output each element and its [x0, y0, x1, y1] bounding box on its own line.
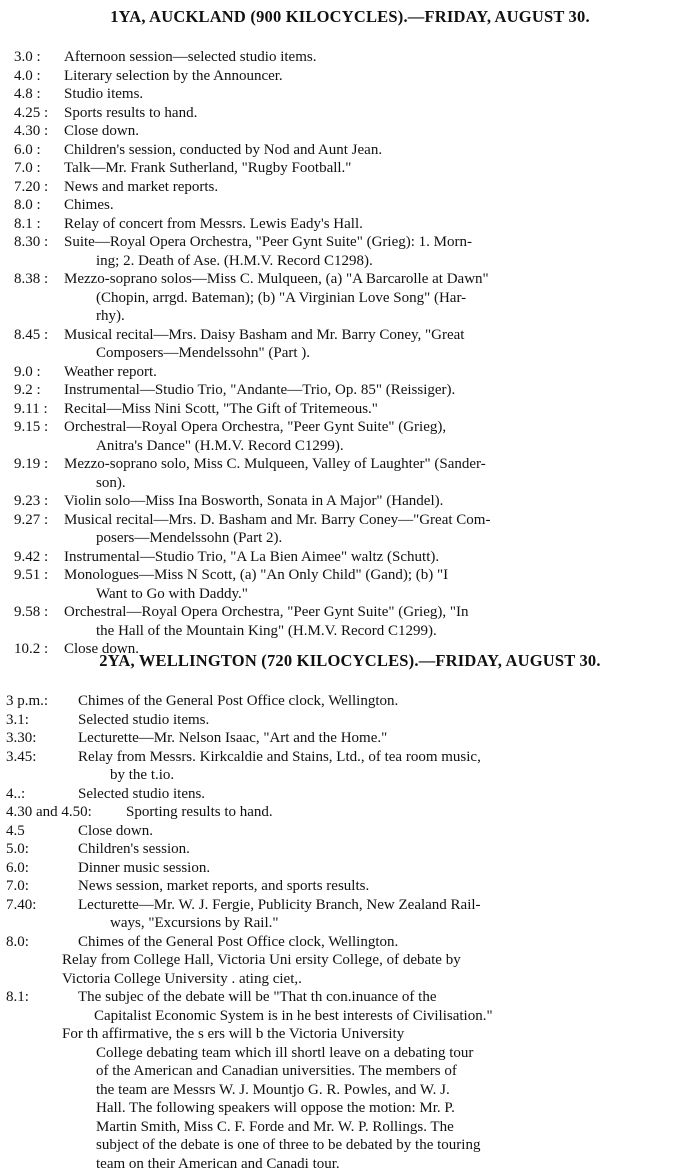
program-time: 7.20 :	[0, 178, 64, 197]
program-description	[64, 603, 682, 640]
paragraph-line: For th affirmative, the s ers will b the Victoria University	[62, 1025, 690, 1044]
program-row	[0, 840, 700, 859]
program-time: 3.1:	[0, 711, 78, 730]
program-description	[78, 933, 690, 952]
program-row	[0, 785, 700, 804]
program-description	[64, 455, 682, 492]
program-time: 8.0 :	[0, 196, 64, 215]
program-description	[78, 692, 690, 711]
description-line: Anitra's Dance" (H.M.V. Record C1299).	[64, 437, 682, 456]
program-description	[64, 270, 682, 326]
program-row	[0, 326, 700, 363]
program-row	[0, 748, 700, 785]
program-time: 5.0:	[0, 840, 78, 859]
program-row	[0, 729, 700, 748]
description-line: Relay of concert from Messrs. Lewis Eady's Hall.	[64, 215, 682, 234]
program-time: 4..:	[0, 785, 78, 804]
description-line: Recital—Miss Nini Scott, "The Gift of Tritemeous."	[64, 400, 682, 419]
description-line: (Chopin, arrgd. Bateman); (b) "A Virginian Love Song" (Har-	[64, 289, 682, 308]
paragraph-line: team on their American and Canadi tour.	[62, 1155, 690, 1173]
program-row	[0, 877, 700, 896]
program-time: 4.30 :	[0, 122, 64, 141]
description-line: the Hall of the Mountain King" (H.M.V. Record C1299).	[64, 622, 682, 641]
program-list	[0, 692, 700, 951]
program-time: 4.30 and 4.50:	[0, 803, 126, 822]
description-line: ing; 2. Death of Ase. (H.M.V. Record C1298).	[64, 252, 682, 271]
program-time: 6.0 :	[0, 141, 64, 160]
debate-paragraph	[0, 1025, 690, 1173]
description-line: Sports results to hand.	[64, 104, 682, 123]
description-line: News and market reports.	[64, 178, 682, 197]
program-row	[0, 418, 700, 455]
program-description	[78, 840, 690, 859]
program-time: 4.25 :	[0, 104, 64, 123]
program-description	[126, 803, 690, 822]
description-line: Talk—Mr. Frank Sutherland, "Rugby Football."	[64, 159, 682, 178]
program-time: 4.8 :	[0, 85, 64, 104]
program-time: 9.19 :	[0, 455, 64, 474]
program-description	[78, 711, 690, 730]
program-row	[0, 141, 700, 160]
program-time: 9.0 :	[0, 363, 64, 382]
paragraph-line: Hall. The following speakers will oppose the motion: Mr. P.	[62, 1099, 690, 1118]
paragraph-line: the team are Messrs W. J. Mountjo G. R. Powles, and W. J.	[62, 1081, 690, 1100]
program-description	[64, 178, 682, 197]
program-time: 3.30:	[0, 729, 78, 748]
description-line: Selected studio items.	[78, 711, 690, 730]
description-line: Children's session, conducted by Nod and Aunt Jean.	[64, 141, 682, 160]
program-description	[78, 729, 690, 748]
program-row	[0, 196, 700, 215]
program-row	[0, 400, 700, 419]
program-description	[78, 877, 690, 896]
paragraph-line: Martin Smith, Miss C. F. Forde and Mr. W. P. Rollings. The	[62, 1118, 690, 1137]
description-line: Studio items.	[64, 85, 682, 104]
program-time: 4.5	[0, 822, 78, 841]
program-description	[64, 511, 682, 548]
program-description	[64, 85, 682, 104]
description-line: Mezzo-soprano solo, Miss C. Mulqueen, Valley of Laughter" (Sander-	[64, 455, 682, 474]
program-row	[0, 363, 700, 382]
program-time: 8.1 :	[0, 215, 64, 234]
program-description	[64, 233, 682, 270]
program-time: 9.11 :	[0, 400, 64, 419]
program-row	[0, 933, 700, 952]
description-line: Weather report.	[64, 363, 682, 382]
description-line: Orchestral—Royal Opera Orchestra, "Peer Gynt Suite" (Grieg),	[64, 418, 682, 437]
program-row	[0, 104, 700, 123]
program-row	[0, 122, 700, 141]
program-row	[0, 67, 700, 86]
program-row	[0, 803, 700, 822]
description-line: Close down.	[78, 822, 690, 841]
description-line: Literary selection by the Announcer.	[64, 67, 682, 86]
program-description	[78, 822, 690, 841]
description-line: Close down.	[64, 640, 682, 659]
description-line: Violin solo—Miss Ina Bosworth, Sonata in A Major" (Handel).	[64, 492, 682, 511]
description-line: Monologues—Miss N Scott, (a) "An Only Child" (Gand); (b) "I	[64, 566, 682, 585]
description-line: posers—Mendelssohn (Part 2).	[64, 529, 682, 548]
description-line: Capitalist Economic System is in he best interests of Civilisation."	[78, 1007, 690, 1026]
description-line: ways, "Excursions by Rail."	[78, 914, 690, 933]
program-row	[0, 566, 700, 603]
program-description	[78, 785, 690, 804]
program-description	[78, 988, 690, 1025]
program-description	[64, 548, 682, 567]
program-description	[64, 418, 682, 455]
description-line: by the t.io.	[78, 766, 690, 785]
program-description	[64, 492, 682, 511]
paragraph-line: of the American and Canadian universities. The members of	[62, 1062, 690, 1081]
program-description	[64, 400, 682, 419]
program-time: 3.0 :	[0, 48, 64, 67]
program-row	[0, 511, 700, 548]
paragraph-line: subject of the debate is one of three to be debated by the touring	[62, 1136, 690, 1155]
description-line: Musical recital—Mrs. Daisy Basham and Mr. Barry Coney, "Great	[64, 326, 682, 345]
program-time: 8.0:	[0, 933, 78, 952]
program-row	[0, 455, 700, 492]
relay-line: Relay from College Hall, Victoria Uni ersity College, of debate by	[62, 951, 690, 970]
description-line: Lecturette—Mr. W. J. Fergie, Publicity Branch, New Zealand Rail-	[78, 896, 690, 915]
program-row	[0, 178, 700, 197]
program-time: 10.2 :	[0, 640, 64, 659]
paragraph-line: College debating team which ill shortl leave on a debating tour	[62, 1044, 690, 1063]
program-time: 9.27 :	[0, 511, 64, 530]
description-line: Suite—Royal Opera Orchestra, "Peer Gynt Suite" (Grieg): 1. Morn-	[64, 233, 682, 252]
program-time: 9.58 :	[0, 603, 64, 622]
description-line: Lecturette—Mr. Nelson Isaac, "Art and the Home."	[78, 729, 690, 748]
program-time: 9.42 :	[0, 548, 64, 567]
description-line: Close down.	[64, 122, 682, 141]
program-description	[64, 363, 682, 382]
program-time: 6.0:	[0, 859, 78, 878]
station-2ya-section	[0, 650, 700, 1173]
program-row	[0, 381, 700, 400]
program-description	[64, 159, 682, 178]
program-description	[64, 67, 682, 86]
program-row	[0, 988, 700, 1025]
program-time: 3.45:	[0, 748, 78, 767]
program-time: 7.40:	[0, 896, 78, 915]
description-line: Chimes of the General Post Office clock, Wellington.	[78, 692, 690, 711]
description-line: News session, market reports, and sports results.	[78, 877, 690, 896]
section-heading: 1YA, AUCKLAND (900 KILOCYCLES).—FRIDAY, AUGUST 30.	[0, 6, 700, 28]
description-line: Chimes.	[64, 196, 682, 215]
relay-note	[0, 951, 690, 988]
program-time: 8.1:	[0, 988, 78, 1007]
program-description	[64, 566, 682, 603]
program-time: 7.0 :	[0, 159, 64, 178]
program-description	[64, 48, 682, 67]
description-line: Instrumental—Studio Trio, "Andante—Trio, Op. 85" (Reissiger).	[64, 381, 682, 400]
station-1ya-section	[0, 6, 700, 659]
description-line: Orchestral—Royal Opera Orchestra, "Peer Gynt Suite" (Grieg), "In	[64, 603, 682, 622]
program-row	[0, 215, 700, 234]
program-time: 9.2 :	[0, 381, 64, 400]
program-row	[0, 85, 700, 104]
program-row	[0, 159, 700, 178]
description-line: rhy).	[64, 307, 682, 326]
program-row	[0, 896, 700, 933]
description-line: Mezzo-soprano solos—Miss C. Mulqueen, (a) "A Barcarolle at Dawn"	[64, 270, 682, 289]
program-description	[78, 896, 690, 933]
description-line: The subjec of the debate will be "That th con.inuance of the	[78, 988, 690, 1007]
program-description	[64, 215, 682, 234]
program-time: 3 p.m.:	[0, 692, 78, 711]
program-time: 4.0 :	[0, 67, 64, 86]
section-heading: 2YA, WELLINGTON (720 KILOCYCLES).—FRIDAY, AUGUST 30.	[0, 650, 700, 672]
program-row	[0, 711, 700, 730]
program-description	[64, 141, 682, 160]
relay-line: Victoria College University . ating ciet,.	[62, 970, 690, 989]
description-line: Chimes of the General Post Office clock, Wellington.	[78, 933, 690, 952]
program-row	[0, 859, 700, 878]
program-description	[64, 196, 682, 215]
program-description	[64, 104, 682, 123]
program-row	[0, 270, 700, 326]
program-time: 9.15 :	[0, 418, 64, 437]
program-description	[64, 381, 682, 400]
program-description	[78, 748, 690, 785]
program-row	[0, 233, 700, 270]
program-description	[64, 122, 682, 141]
program-time: 9.23 :	[0, 492, 64, 511]
description-line: Sporting results to hand.	[126, 803, 690, 822]
program-list	[0, 48, 700, 659]
description-line: Want to Go with Daddy."	[64, 585, 682, 604]
description-line: Instrumental—Studio Trio, "A La Bien Aimee" waltz (Schutt).	[64, 548, 682, 567]
program-time: 7.0:	[0, 877, 78, 896]
description-line: Selected studio itens.	[78, 785, 690, 804]
description-line: Afternoon session—selected studio items.	[64, 48, 682, 67]
program-row	[0, 822, 700, 841]
description-line: Children's session.	[78, 840, 690, 859]
program-time: 8.30 :	[0, 233, 64, 252]
program-time: 8.45 :	[0, 326, 64, 345]
description-line: son).	[64, 474, 682, 493]
program-description	[78, 859, 690, 878]
program-description	[64, 326, 682, 363]
program-row	[0, 492, 700, 511]
program-row	[0, 603, 700, 640]
description-line: Relay from Messrs. Kirkcaldie and Stains, Ltd., of tea room music,	[78, 748, 690, 767]
description-line: Composers—Mendelssohn" (Part ).	[64, 344, 682, 363]
program-row	[0, 692, 700, 711]
program-row	[0, 548, 700, 567]
program-row	[0, 48, 700, 67]
description-line: Musical recital—Mrs. D. Basham and Mr. Barry Coney—"Great Com-	[64, 511, 682, 530]
program-time: 9.51 :	[0, 566, 64, 585]
description-line: Dinner music session.	[78, 859, 690, 878]
program-time: 8.38 :	[0, 270, 64, 289]
